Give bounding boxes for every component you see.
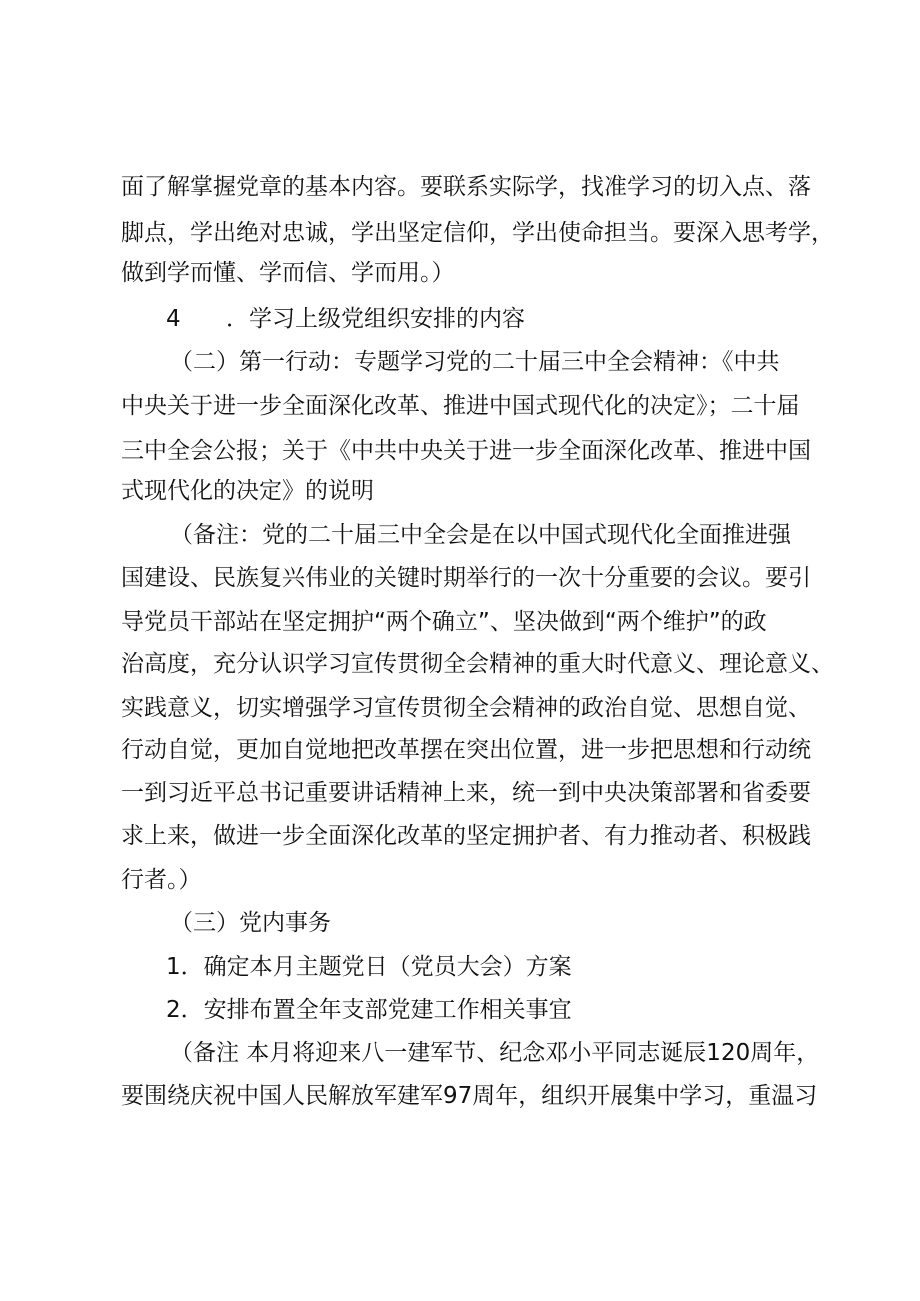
paragraph-line: 面了解掌握党章的基本内容。要联系实际学，找准学习的切入点、落 <box>121 174 811 200</box>
paragraph-line: 要围绕庆祝中国人民解放军建军97周年，组织开展集中学习，重温习 <box>121 1083 818 1109</box>
section-heading: （三）党内事务 <box>170 910 331 936</box>
paragraph-line: 行者。） <box>121 867 202 893</box>
paragraph-line: 做到学而懂、学而信、学而用。） <box>121 260 455 286</box>
list-item-4 <box>166 304 525 334</box>
paragraph-line: 行动自觉，更加自觉地把改革摆在突出位置，进一步把思想和行动统 <box>121 737 811 763</box>
paragraph-line: 一到习近平总书记重要讲话精神上来，统一到中央决策部署和省委要 <box>121 780 811 806</box>
paragraph-line: 三中全会公报；关于《中共中央关于进一步全面深化改革、推进中国 <box>121 438 811 464</box>
paragraph-line: 求上来，做进一步全面深化改革的坚定拥护者、有力推动者、积极践 <box>121 823 811 849</box>
list-item-number: 4 <box>166 306 181 332</box>
paragraph-line: 脚点，学出绝对忠诚，学出坚定信仰，学出使命担当。要深入思考学， <box>121 220 834 246</box>
paragraph-line: 实践意义，切实增强学习宣传贯彻全会精神的政治自觉、思想自觉、 <box>121 695 811 721</box>
paragraph-line: （二）第一行动：专题学习党的二十届三中全会精神：《中共 <box>170 349 780 375</box>
paragraph-line: 式现代化的决定》的说明 <box>121 478 374 504</box>
list-item-text: ．学习上级党组织安排的内容 <box>226 306 525 332</box>
paragraph-line: （备注：党的二十届三中全会是在以中国式现代化全面推进强 <box>170 522 791 548</box>
list-item-2: 2．安排布置全年支部党建工作相关事宜 <box>166 997 572 1023</box>
paragraph-line: 中央关于进一步全面深化改革、推进中国式现代化的决定》；二十届 <box>121 393 800 419</box>
paragraph-line: 国建设、民族复兴伟业的关键时期举行的一次十分重要的会议。要引 <box>121 565 811 591</box>
paragraph-line: 导党员干部站在坚定拥护“两个确立”、坚决做到“两个维护”的政 <box>121 609 767 635</box>
paragraph-line: 治高度，充分认识学习宣传贯彻全会精神的重大时代意义、理论意义、 <box>121 651 834 677</box>
list-item-1: 1．确定本月主题党日（党员大会）方案 <box>166 954 572 980</box>
paragraph-line: （备注 本月将迎来八一建军节、纪念邓小平同志诞辰120周年， <box>170 1040 820 1066</box>
